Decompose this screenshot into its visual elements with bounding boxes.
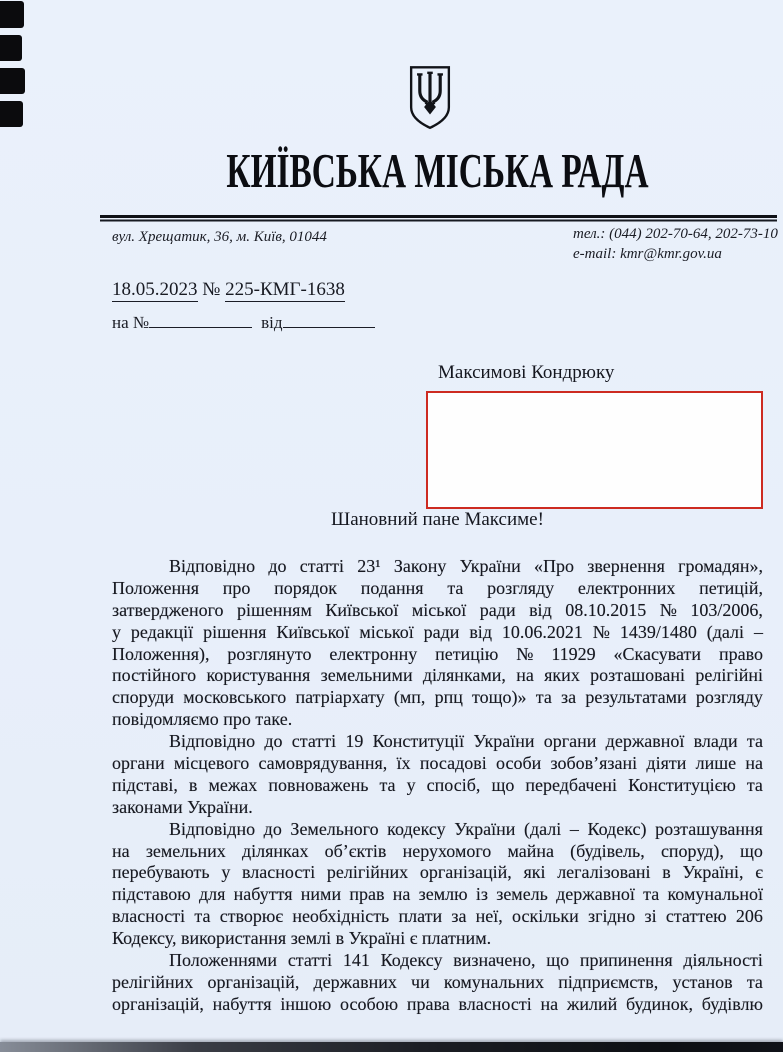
reply-prefix: на № <box>112 313 150 332</box>
letterhead-divider <box>100 215 777 222</box>
body-line: організацій, набуття іншою особою права власності на жилий будинок, будівлю <box>112 993 763 1014</box>
body-line: перебувають у власності релігійних організацій, які легалізовані в Україні, є <box>112 862 763 883</box>
reference-line <box>112 279 345 301</box>
scan-bottom-edge <box>0 1042 783 1052</box>
body-line: Положення), розглянуто електронну петицію № 11929 «Скасувати право <box>112 643 763 664</box>
letter-body <box>112 556 763 1016</box>
reference-doc-number: 225-КМГ-1638 <box>225 279 345 300</box>
body-line: у редакції рішення Київської міської ради від 10.06.2021 № 1439/1480 (далі – <box>112 621 763 642</box>
body-line: Відповідно до Земельного кодексу України (далі – Кодекс) розташування <box>169 818 763 839</box>
body-line: повідомляємо про таке. <box>112 709 293 730</box>
body-line: підставі, в межах повноважень та у спосіб, що передбачені Конституцією та <box>112 774 763 795</box>
reference-date: 18.05.2023 <box>112 279 198 300</box>
reply-from-label: від <box>261 313 283 332</box>
reply-reference-line <box>112 313 375 333</box>
body-line: на земельних ділянках об’єктів нерухомого майна (будівель, споруд), що <box>112 840 763 861</box>
body-line: споруди московського патріархату (мп, рпц тощо)» та за результатами розгляду <box>112 687 763 708</box>
ukraine-trident-icon <box>406 65 454 131</box>
body-line: органи місцевого самоврядування, їх посадові особи зобов’язані діяти лише на <box>112 753 763 774</box>
salutation: Шановний пане Максиме! <box>331 509 544 530</box>
addressee-name: Максимові Кондрюку <box>438 362 615 383</box>
body-line: підставою для набуття ними прав на землю із земель державної та комунальної <box>112 884 763 905</box>
body-line: Кодексу, використання землі в Україні є платним. <box>112 928 492 949</box>
scan-edge-mark <box>0 68 25 94</box>
body-line: затвердженого рішенням Київської міської ради від 08.10.2015 № 103/2006, <box>112 599 763 620</box>
scan-edge-mark <box>0 35 22 61</box>
number-sign: № <box>202 279 221 300</box>
letterhead-email: e-mail: kmr@kmr.gov.ua <box>573 246 722 262</box>
body-line: релігійних організацій, державних чи комунальних підприємств, установ та <box>112 971 763 992</box>
letterhead-address: вул. Хрещатик, 36, м. Київ, 01044 <box>112 229 327 245</box>
body-line: Відповідно до статті 19 Конституції України органи державної влади та <box>169 731 763 752</box>
reply-number-blank <box>149 313 252 328</box>
body-line: Положення про порядок подання та розгляду електронних петицій, <box>112 577 763 598</box>
body-line: постійного користування земельними ділянками, на яких розташовані релігійні <box>112 665 763 686</box>
body-line: Положеннями статті 141 Кодексу визначено, що припинення діяльності <box>169 950 763 971</box>
letterhead-phone: тел.: (044) 202-70-64, 202-73-10 <box>573 226 778 242</box>
letterhead-contacts <box>573 224 778 264</box>
body-line: власності та створює необхідність плати за неї, оскільки згідно зі статтею 206 <box>112 906 763 927</box>
redacted-address-box <box>426 391 763 509</box>
body-line: Відповідно до статті 23¹ Закону України «Про звернення громадян», <box>169 556 763 576</box>
organization-title: КИЇВСЬКА МІСЬКА РАДА <box>226 143 649 198</box>
scan-edge-mark <box>0 1 24 28</box>
reply-date-blank <box>283 313 375 328</box>
scan-edge-mark <box>0 101 23 127</box>
body-line: законами України. <box>112 796 253 817</box>
